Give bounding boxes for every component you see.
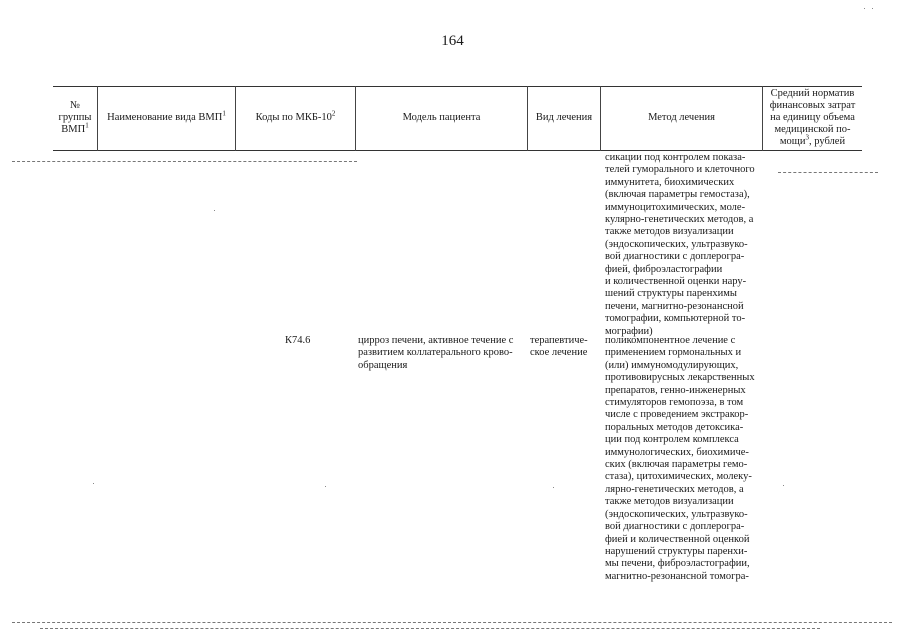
header-vmp-name: Наименование вида ВМП$^1$ [107,109,226,123]
page-number: 164 [441,33,464,49]
header-bottom-rule [53,150,862,151]
header-treatment-type: Вид лечения [535,112,593,123]
header-group-number: № группы ВМП$^1$ [58,100,92,135]
header-treatment-method: Метод лечения [648,112,715,123]
scan-artifact-line [12,622,892,624]
continued-method-text: сикации под контролем показа- телей гуморального и клеточного иммунитета, биохимических (включая параметры гемостаза), иммуноцитохимических, моле- кулярно-генетических методов, а также методов визуализации (эндоскопических, ультразвуко- вой диагностики с доплерогра- фией, фиброэластографии и количественной оценки нару- шений структуры паренхимы печени, магнитно-резонансной томографии, компьютерной то- мографии) [605,152,755,337]
scan-speck [325,486,326,487]
header-patient-model: Модель пациента [402,112,481,123]
scan-artifact-line [40,628,820,630]
scan-artifact-line [778,172,878,174]
scan-speck [553,487,554,488]
header-cost-norm: Средний норматив финансовых затрат на единицу объема медицинской по- мощи$^3$, рублей [769,88,856,147]
scan-speck [93,483,94,484]
patient-model-cell: цирроз печени, активное течение с развитием коллатерального крово- обращения [358,335,514,371]
header-icd-codes: Коды по МКБ-$10^2$ [255,109,336,123]
scan-speck [783,485,784,486]
scan-speck [872,8,873,9]
treatment-method-cell: поликомпонентное лечение с применением гормональных и (или) иммуномодулирующих, противовирусных лекарственных препаратов, генно-инженерных стимуляторов гемопоэза, в том числе с проведением экстракор- поральных методов детоксика- ции под контролем комплекса иммунологических, биохимиче- ских (включая параметры гемо- стаза), цитохимических, молеку- лярно-генетических методов, а также методов визуализации (эндоскопических, ультразвуко- вой диагностики с доплерогра- фией и количественной оценкой нарушений структуры паренхи- мы печени, фиброэластографии, магнитно-резонансной томогра- [605,335,755,582]
scan-speck [864,8,865,9]
scan-artifact-line [12,161,357,163]
treatment-type-cell: терапевтиче- ское лечение [530,335,588,359]
icd-code-cell: К74.6 [285,335,311,346]
scan-speck [214,210,215,211]
